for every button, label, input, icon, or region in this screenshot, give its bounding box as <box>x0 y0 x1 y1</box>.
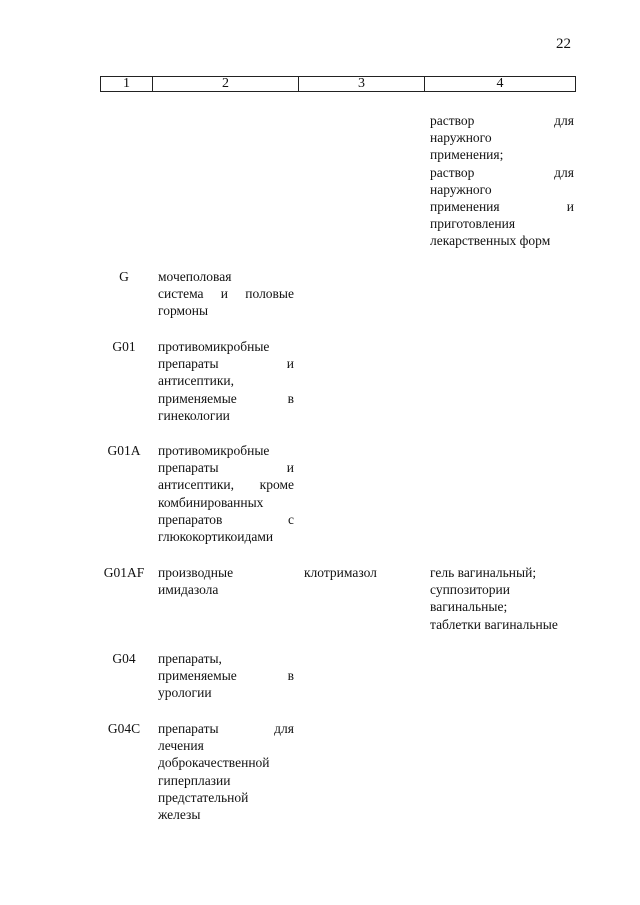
drug-name: клотримазол <box>304 565 377 580</box>
atc-code: G01A <box>107 443 141 458</box>
atc-code: G04 <box>112 651 136 666</box>
form-line: гель вагинальный; <box>430 565 537 580</box>
continued-form-cell <box>430 112 574 250</box>
atc-name <box>158 442 294 545</box>
name-line: противомикробные <box>158 443 270 458</box>
form-line: применения и <box>430 199 574 215</box>
name-line: доброкачественной <box>158 755 270 771</box>
name-line: гиперплазии <box>158 772 231 788</box>
name-line: препараты и <box>158 460 294 476</box>
form-line: суппозитории <box>430 582 510 598</box>
atc-name <box>158 720 294 823</box>
name-line: система и половые <box>158 286 294 302</box>
name-line: применяемые в <box>158 668 294 684</box>
atc-code: G <box>119 269 129 284</box>
dosage-form-cell <box>430 564 574 633</box>
name-line: производные <box>158 565 234 580</box>
name-line: препараты, <box>158 651 222 666</box>
atc-name <box>158 564 294 598</box>
form-line: таблетки вагинальные <box>430 616 558 632</box>
header-col-3: 3 <box>298 77 424 91</box>
header-col-2: 2 <box>152 77 298 91</box>
name-line: предстательной <box>158 789 249 805</box>
form-line: лекарственных форм <box>430 233 551 249</box>
form-line: приготовления <box>430 216 516 232</box>
atc-name <box>158 338 294 424</box>
header-col-1: 1 <box>100 77 152 91</box>
name-line: противомикробные <box>158 339 270 354</box>
form-line: раствор для <box>430 164 574 180</box>
name-line: применяемые в <box>158 390 294 406</box>
form-line: раствор для <box>430 113 574 128</box>
form-line: наружного <box>430 130 492 146</box>
form-line: применения; <box>430 147 504 163</box>
name-line: антисептики, <box>158 373 234 389</box>
name-line: имидазола <box>158 582 219 598</box>
header-col-4: 4 <box>424 77 576 91</box>
table-header <box>100 76 576 92</box>
name-line: глюкокортикоидами <box>158 529 274 545</box>
name-line: антисептики, кроме <box>158 477 294 493</box>
name-line: железы <box>158 807 201 823</box>
form-line: наружного <box>430 181 492 197</box>
atc-code: G01 <box>112 339 136 354</box>
name-line: гинекологии <box>158 407 230 423</box>
atc-code: G04C <box>107 721 141 736</box>
atc-code: G01AF <box>103 565 145 580</box>
name-line: препаратов с <box>158 511 294 527</box>
name-line: мочеполовая <box>158 269 232 284</box>
name-line: урологии <box>158 685 212 701</box>
name-line: комбинированных <box>158 494 264 510</box>
form-line: вагинальные; <box>430 599 508 615</box>
name-line: препараты для <box>158 721 294 736</box>
name-line: препараты и <box>158 356 294 372</box>
atc-name <box>158 650 294 702</box>
page-number: 22 <box>556 36 571 52</box>
name-line: лечения <box>158 738 204 754</box>
atc-name <box>158 268 294 320</box>
name-line: гормоны <box>158 303 209 319</box>
